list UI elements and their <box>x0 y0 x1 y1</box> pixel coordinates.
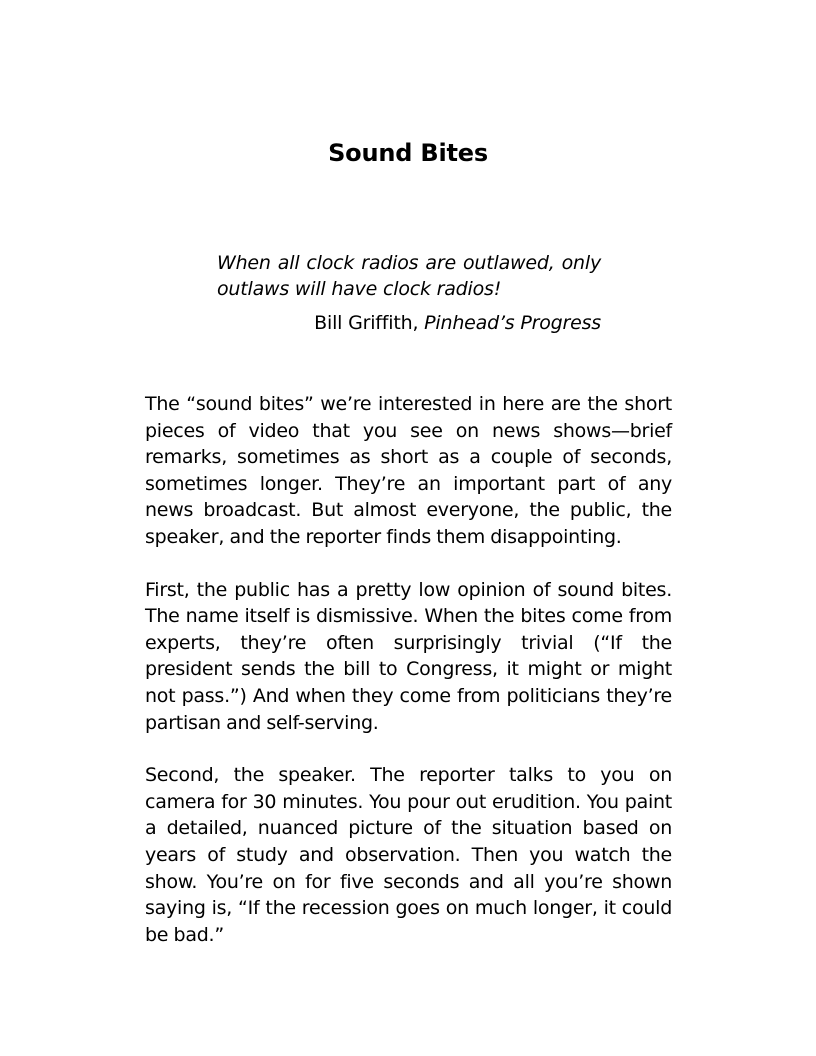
page-title: Sound Bites <box>328 139 488 167</box>
epigraph <box>217 250 601 336</box>
paragraph: The “sound bites” we’re interested in here are the short pieces of video that you see on news shows—brief remarks, sometimes as short as a couple of seconds, sometimes longer. They’re an important part of any news broadcast. But almost everyone, the public, the speaker, and the reporter finds them disappointing. <box>145 393 672 548</box>
paragraph: Second, the speaker. The reporter talks to you on camera for 30 minutes. You pour out erudition. You paint a detailed, nuanced picture of the situation based on years of study and observation. Then you watch the show. You’re on for five seconds and all you’re shown saying is, “If the recession goes on much longer, it could be bad.” <box>145 764 672 946</box>
epigraph-author: Bill Griffith, <box>314 312 419 334</box>
body-text <box>145 391 672 974</box>
epigraph-attribution <box>217 310 601 336</box>
epigraph-quote: When all clock radios are outlawed, only outlaws will have clock radios! <box>217 252 601 300</box>
paragraph: First, the public has a pretty low opinion of sound bites. The name itself is dismissive. When the bites come from experts, they’re often surprisingly trivial (“If the president sends the bill to Congress, it might or might not pass.”) And when they come from politicians they’re partisan and self-serving. <box>145 578 672 734</box>
epigraph-work: Pinhead’s Progress <box>424 312 601 334</box>
